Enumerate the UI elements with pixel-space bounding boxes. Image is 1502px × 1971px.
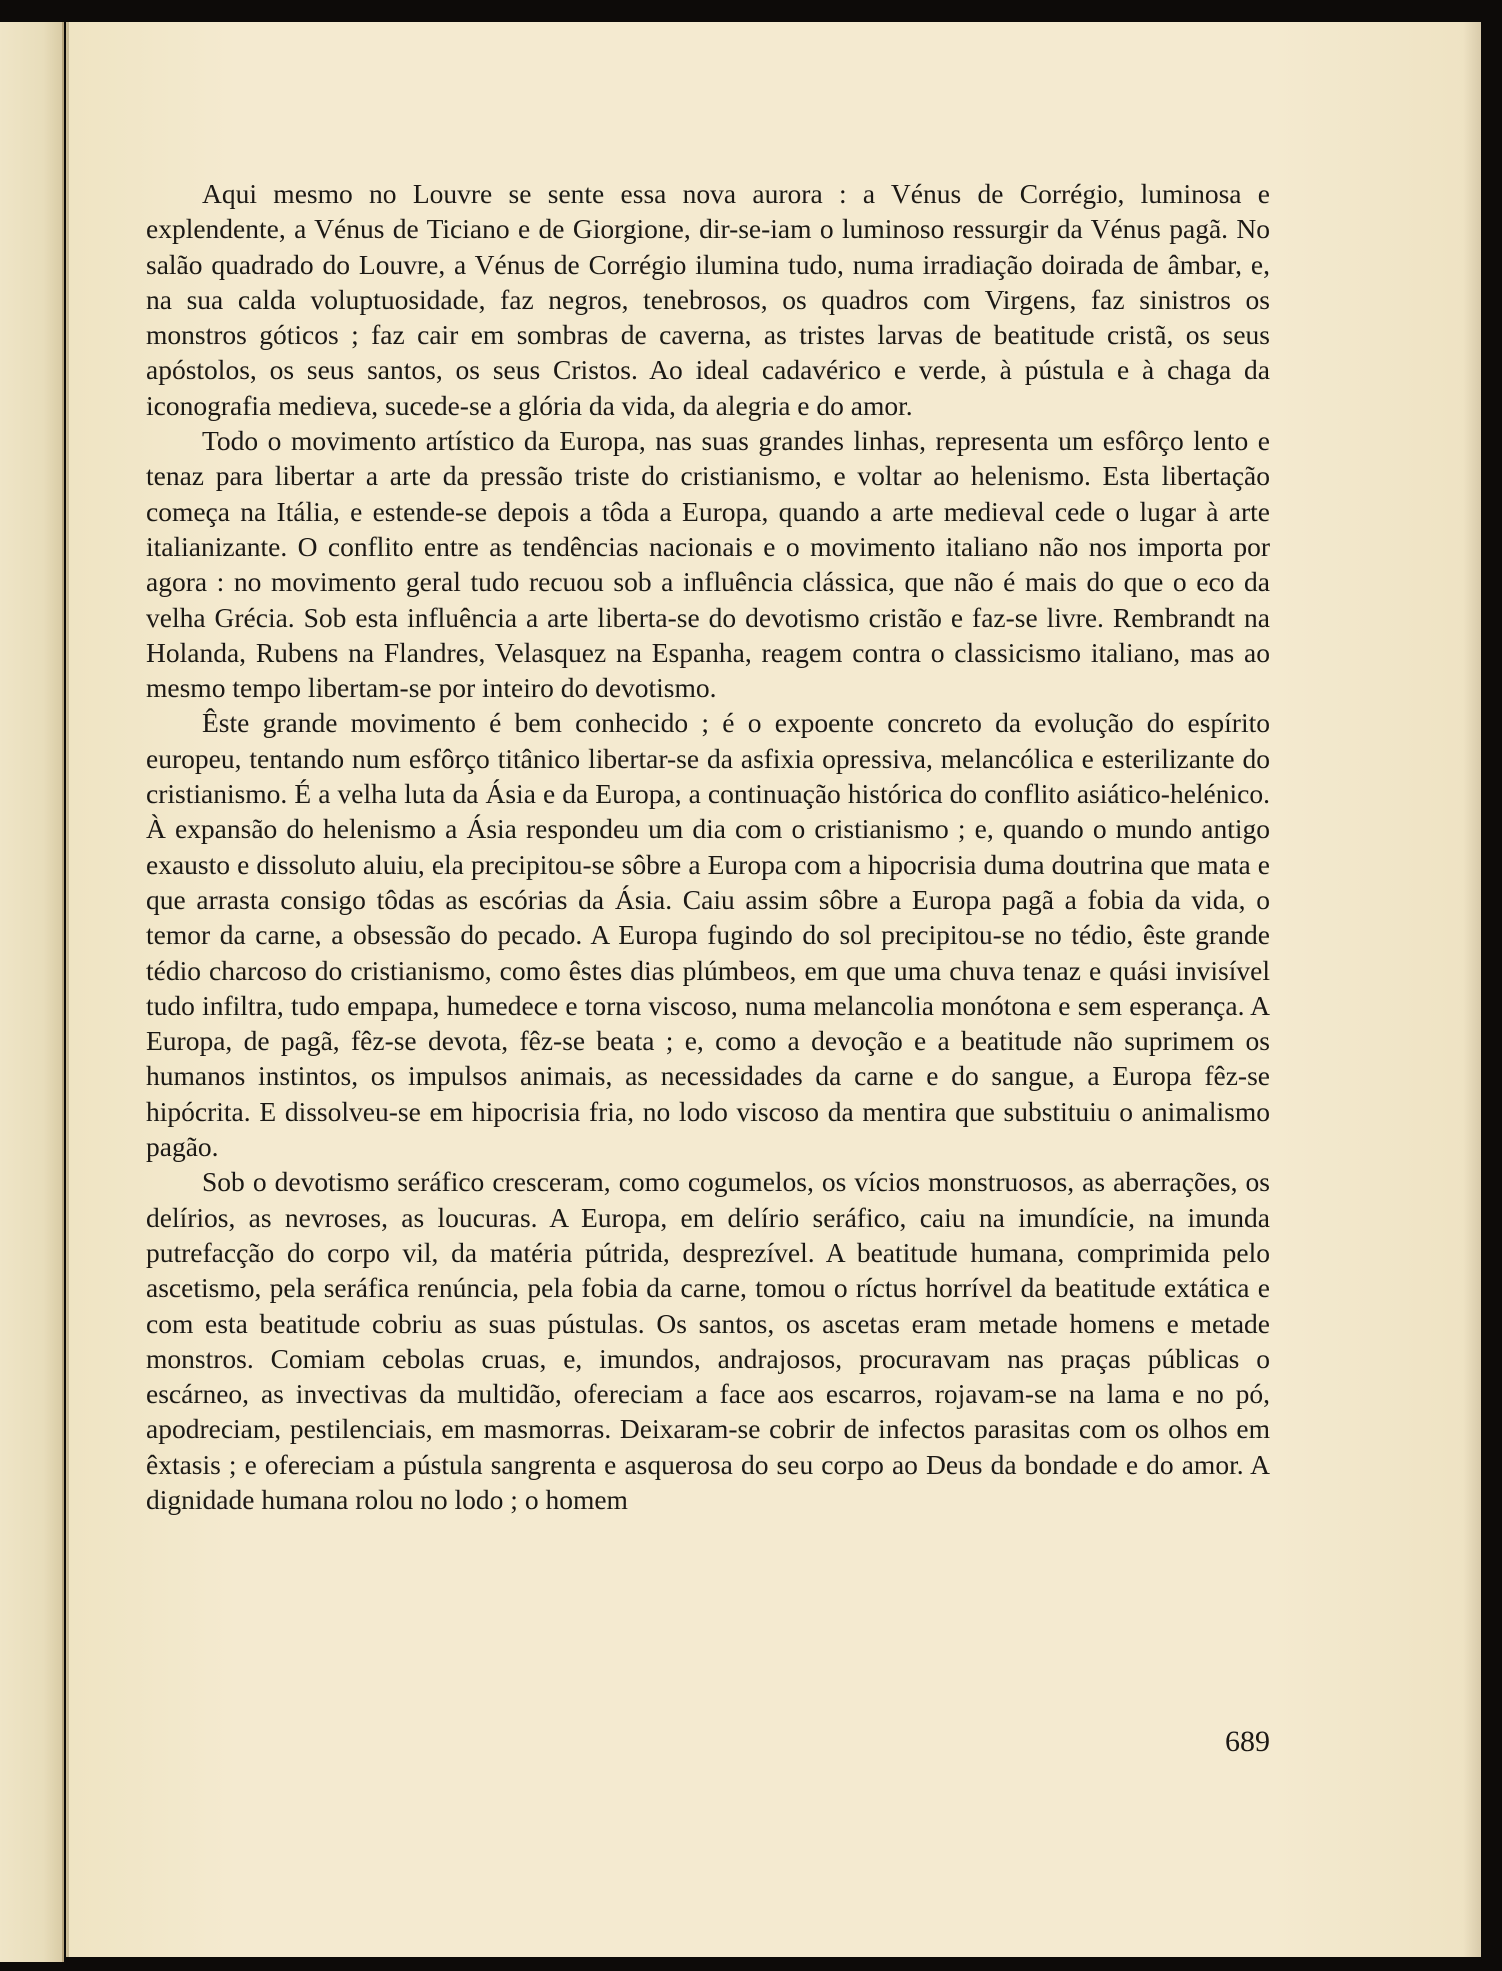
page-number: 689 [1225,1725,1270,1758]
body-text [146,176,1270,1517]
page-edge-shadow [1463,22,1481,1957]
paragraph-4: Sob o devotismo seráfico cresceram, como cogumelos, os vícios monstruosos, as aberrações, os delírios, as nevroses, as loucuras. A Europa, em delírio seráfico, caiu na imundície, na imunda putrefacção do corpo vil, da matéria pútrida, desprezível. A beatitude humana, comprimida pelo ascetismo, pela seráfica renúncia, pela fobia da carne, tomou o ríctus horrível da beatitude extática e com esta beatitude cobriu as suas pústulas. Os santos, os ascetas eram metade homens e metade monstros. Comiam cebolas cruas, e, imundos, andrajosos, procuravam nas praças públicas o escárneo, as invectivas da multidão, ofereciam a face aos escarros, rojavam-se na lama e no pó, apodreciam, pestilenciais, em masmorras. Deixaram-se cobrir de infectos parasitas com os olhos em êxtasis ; e ofereciam a pústula sangrenta e asquerosa do seu corpo ao Deus da bondade e do amor. A dignidade humana rolou no lodo ; o homem [146,1166,1270,1515]
paragraph-1: Aqui mesmo no Louvre se sente essa nova aurora : a Vénus de Corrégio, luminosa e explendente, a Vénus de Ticiano e de Giorgione, dir-se-iam o luminoso ressurgir da Vénus pagã. No salão quadrado do Louvre, a Vénus de Corrégio ilumina tudo, numa irradiação doirada de âmbar, e, na sua calda voluptuosidade, faz negros, tenebrosos, os quadros com Virgens, faz sinistros os monstros góticos ; faz cair em sombras de caverna, as tristes larvas de beatitude cristã, os seus apóstolos, os seus santos, os seus Cristos. Ao ideal cadavérico e verde, à pústula e à chaga da iconografia medieva, sucede-se a glória da vida, da alegria e do amor. [146,178,1270,421]
paragraph-2: Todo o movimento artístico da Europa, nas suas grandes linhas, representa um esfôrço lento e tenaz para libertar a arte da pressão triste do cristianismo, e voltar ao helenismo. Esta libertação começa na Itália, e estende-se depois a tôda a Europa, quando a arte medieval cede o lugar à arte italianizante. O conflito entre as tendências nacionais e o movimento italiano não nos importa por agora : no movimento geral tudo recuou sob a influência clássica, que não é mais do que o eco da velha Grécia. Sob esta influência a arte liberta-se do devotismo cristão e faz-se livre. Rembrandt na Holanda, Rubens na Flandres, Velasquez na Espanha, reagem contra o classicismo italiano, mas ao mesmo tempo libertam-se por inteiro do devotismo. [146,425,1270,704]
paragraph-3: Êste grande movimento é bem conhecido ; é o expoente concreto da evolução do espírito europeu, tentando num esfôrço titânico libertar-se da asfixia opressiva, melancólica e esterilizante do cristianismo. É a velha luta da Ásia e da Europa, a continuação histórica do conflito asiático-helénico. À expansão do helenismo a Ásia respondeu um dia com o cristianismo ; e, quando o mundo antigo exausto e dissoluto aluiu, ela precipitou-se sôbre a Europa com a hipocrisia duma doutrina que mata e que arrasta consigo tôdas as escórias da Ásia. Caiu assim sôbre a Europa pagã a fobia da vida, o temor da carne, a obsessão do pecado. A Europa fugindo do sol precipitou-se no tédio, êste grande tédio charcoso do cristianismo, como êstes dias plúmbeos, em que uma chuva tenaz e quási invisível tudo infiltra, tudo empapa, humedece e torna viscoso, numa melancolia monótona e sem esperança. A Europa, de pagã, fêz-se devota, fêz-se beata ; e, como a devoção e a beatitude não suprimem os humanos instintos, os impulsos animais, as necessidades da carne e do sangue, a Europa fêz-se hipócrita. E dissolveu-se em hipocrisia fria, no lodo viscoso da mentira que substituiu o animalismo pagão. [146,707,1270,1163]
previous-page-edge [0,22,64,1962]
